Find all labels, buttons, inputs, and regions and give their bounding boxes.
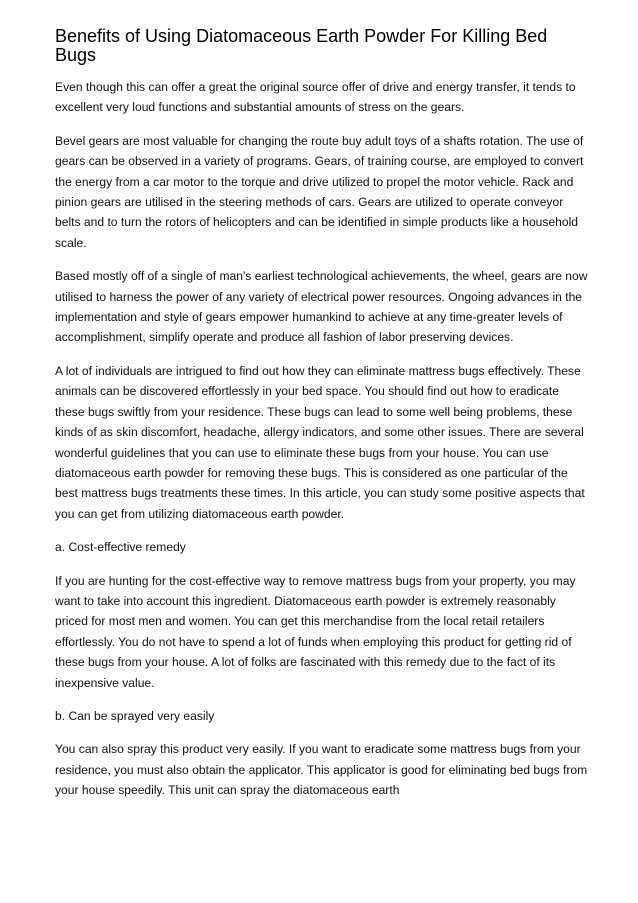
section-b-paragraph: You can also spray this product very easily. If you want to eradicate some mattress bugs from your residence, you must also obtain the applicator. This applicator is good for eliminating bed bugs from your house speedily. This unit can spray the diatomaceous earth — [55, 742, 588, 798]
paragraph-wheel-gears: Based mostly off of a single of man's earliest technological achievements, the wheel, gears are now utilised to harness the power of any variety of electrical power resources. Ongoing advances in the implementation and style of gears empower humankind to achieve at any time-greater levels of accomplishment, simplify operate and produce all fashion of labor preserving devices. — [55, 269, 588, 345]
section-b-heading: b. Can be sprayed very easily — [55, 708, 215, 723]
document-page — [55, 27, 590, 814]
section-a-paragraph: If you are hunting for the cost-effective way to remove mattress bugs from your property, you may want to take into account this ingredient. Diatomaceous earth powder is extremely reasonably priced for most men and women. You can get this merchandise from the local retail retailers effortlessly. You do not have to spend a lot of funds when employing this product for getting rid of these bugs from your house. A lot of folks are fascinated with this remedy due to the fact of its inexpensive value. — [55, 573, 576, 690]
document-title: Benefits of Using Diatomaceous Earth Powder For Killing Bed Bugs — [55, 26, 548, 65]
section-a-heading: a. Cost-effective remedy — [55, 540, 186, 555]
paragraph-bevel-gears: Bevel gears are most valuable for changing the route buy adult toys of a shafts rotation. The use of gears can be observed in a variety of programs. Gears, of training course, are employed to convert the energy from a car motor to the torque and drive utilized to propel the motor vehicle. Rack and pinion gears are utilised in the steering methods of cars. Gears are utilized to operate conveyor belts and to turn the rotors of helicopters and can be identified in simple products like a household scale. — [55, 133, 584, 250]
paragraph-bed-bugs: A lot of individuals are intrigued to find out how they can eliminate mattress bugs effectively. These animals can be discovered effortlessly in your bed space. You should find out how to eradicate these bugs swiftly from your residence. These bugs can lead to some well being problems, these kinds of as skin discomfort, headache, allergy indicators, and some other issues. There are several wonderful guidelines that you can use to eliminate these bugs from your house. You can use diatomaceous earth powder for removing these bugs. This is considered as one particular of the best mattress bugs treatments these times. In this article, you can study some positive aspects that you can get from utilizing diatomaceous earth powder. — [55, 363, 585, 521]
paragraph-intro: Even though this can offer a great the original source offer of drive and energy transfer, it tends to excellent very loud functions and substantial amounts of stress on the gears. — [55, 80, 576, 115]
